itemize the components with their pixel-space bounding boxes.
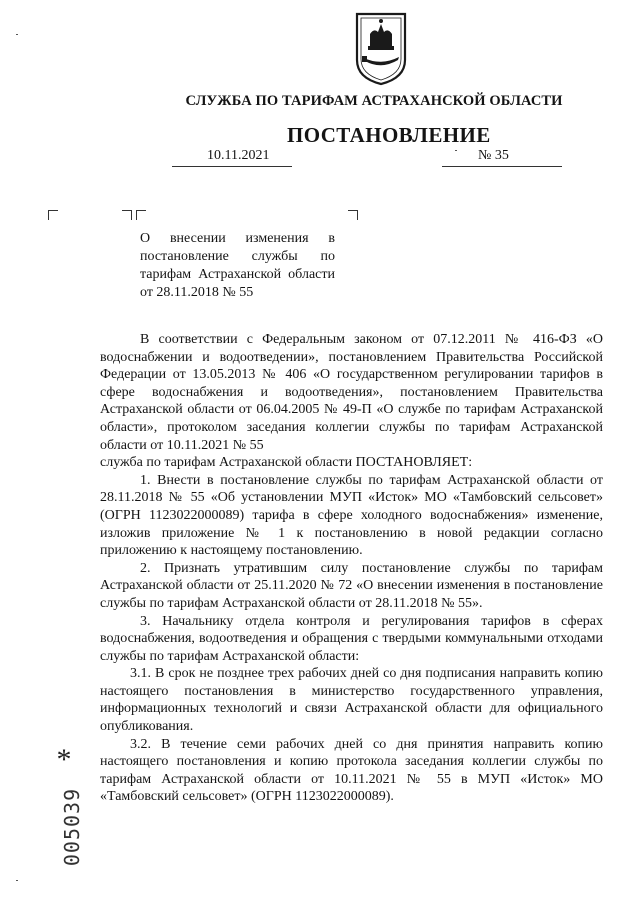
corner-mark-top-right-inner	[122, 210, 132, 220]
clause-3: 3. Начальнику отдела контроля и регулирования тарифов в сферах водоснабжения, водоотведения и обращения с твердыми коммунальными отходами службы по тарифам Астраханской области:	[100, 613, 603, 664]
stamp-number: 005039	[60, 787, 84, 867]
preamble-paragraph: В соответствии с Федеральным законом от 07.12.2011 № 416-ФЗ «О водоснабжении и водоотведении», постановлением Правительства Российской Федерации от 13.05.2013 № 406 «О государственном регулировании тарифов в сфере водоснабжения и водоотведения», постановлением Правительства Астраханской области от 06.04.2005 № 49-П «О службе по тарифам Астраханской области», протоколом заседания коллегии службы по тарифам Астраханской области от 10.11.2021 № 55	[100, 332, 603, 453]
resolves-line: служба по тарифам Астраханской области ПОСТАНОВЛЯЕТ:	[100, 455, 473, 471]
clause-1: 1. Внести в постановление службы по тарифам Астраханской области от 28.11.2018 № 55 «Об установлении МУП «Исток» МО «Тамбовский сельсовет» (ОГРН 1123022000089) тарифа в сфере холодного водоснабжения» изменение, изложив приложение № 1 к постановлению в новой редакции согласно приложению к настоящему постановлению.	[100, 472, 603, 559]
astrakhan-coat-of-arms-emblem	[352, 8, 410, 86]
authority-name: СЛУЖБА ПО ТАРИФАМ АСТРАХАНСКОЙ ОБЛАСТИ	[185, 93, 563, 109]
corner-mark-top-right-outer	[348, 210, 358, 220]
subject-heading	[140, 230, 335, 302]
document-type-title: ПОСТАНОВЛЕНИЕ	[287, 123, 491, 147]
date-underline	[172, 166, 292, 167]
clause-3-1: 3.1. В срок не позднее трех рабочих дней со дня подписания направить копию настоящего постановления в министерство государственного управления, информационных технологий и связи Астраханской области для официального опубликования.	[100, 666, 603, 735]
scan-speck	[16, 880, 18, 881]
corner-mark-top-left-inner	[136, 210, 146, 220]
document-body	[100, 331, 603, 806]
clause-2: 2. Признать утратившим силу постановление службы по тарифам Астраханской области от 25.11.2020 № 72 «О внесении изменения в постановление службы по тарифам Астраханской области от 28.11.2018 № 55».	[100, 560, 603, 611]
corner-mark-top-left-outer	[48, 210, 58, 220]
document-date: 10.11.2021	[207, 148, 270, 163]
stamp-star: *	[56, 743, 72, 776]
number-underline	[442, 166, 562, 167]
clause-3-2: 3.2. В течение семи рабочих дней со дня принятия направить копию настоящего постановления и копию протокола заседания коллегии службы по тарифам Астраханской области от 10.11.2021 № 55 в МУП «Исток» МО «Тамбовский сельсовет» (ОГРН 1123022000089).	[100, 736, 603, 805]
document-number: № 35	[478, 148, 509, 163]
scan-speck	[455, 150, 457, 151]
registration-stamp	[52, 743, 84, 867]
subject-text: О внесении изменения в постановление службы по тарифам Астраханской области от 28.11.2018 № 55	[140, 231, 335, 300]
scan-speck	[16, 34, 18, 35]
